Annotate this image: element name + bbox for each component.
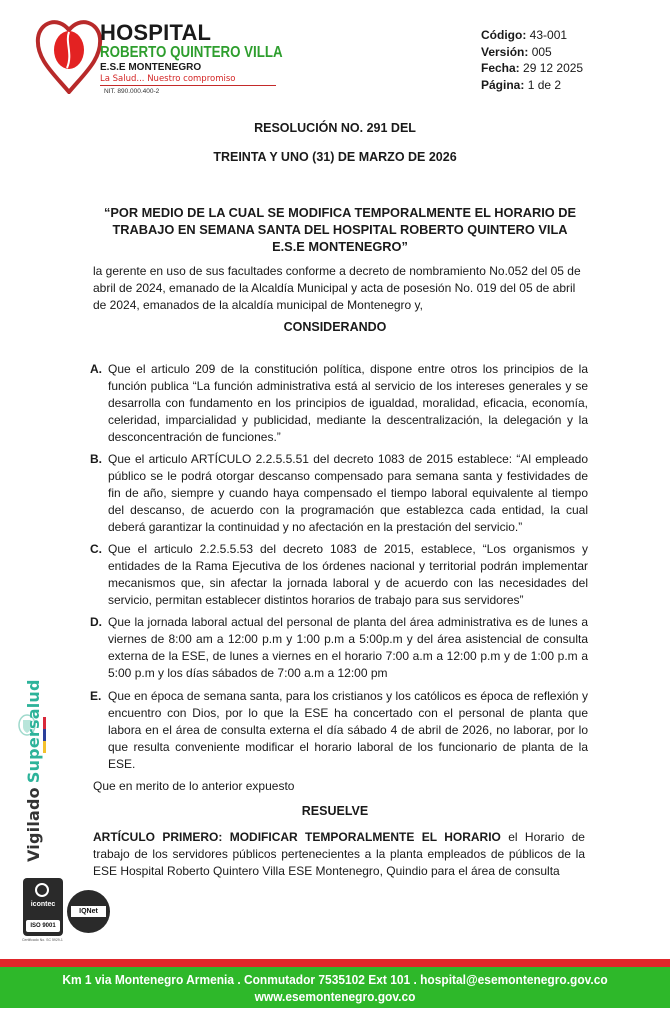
certificate-note: Certificado No. SC 5929-1 <box>22 938 63 942</box>
item-label: A. <box>90 362 102 376</box>
icontec-certification-badge <box>23 878 63 936</box>
hospital-logo <box>34 14 283 104</box>
doc-version-label: Versión: <box>481 44 529 59</box>
doc-page-value: 1 de 2 <box>527 77 562 92</box>
document-info <box>481 27 583 93</box>
logo-entity: E.S.E MONTENEGRO <box>100 62 202 73</box>
vigilado-supersalud-label <box>24 679 43 862</box>
considerando-item <box>90 614 588 682</box>
iqnet-label: IQNet <box>71 906 106 917</box>
intro-paragraph: la gerente en uso de sus facultades conforme a decreto de nombramiento No.052 del 05 de abril de 2024, emanado de la Alcaldía Municipal y acta de posesión No. 019 del 05 de abril de 2024, emanados de la alcaldía municipal de Montenegro y, <box>93 264 581 312</box>
considerando-heading: CONSIDERANDO <box>283 320 387 334</box>
considerando-item <box>90 541 588 609</box>
heart-logo-icon <box>34 14 104 94</box>
doc-code-label: Código: <box>481 28 527 42</box>
considerando-item <box>90 451 588 536</box>
article-first <box>93 829 585 880</box>
doc-version <box>481 44 583 61</box>
considerando-item <box>90 361 588 446</box>
item-text: Que el articulo 209 de la constitución política, dispone entre otros los principios de la función publica “La función administrativa está al servicio de los intereses generales y se desarrolla con fundamento en los principios de igualdad, moralidad, eficacia, economía, celeridad, imparcialidad y publicidad, mediante la descentralización, la delegación y la desconcentración de funciones.” <box>108 362 588 444</box>
doc-code-value: 43-001 <box>529 28 568 42</box>
item-text: Que en época de semana santa, para los cristianos y los católicos es época de reflexión y encuentro con Dios, por lo que la ESE ha concertado con el personal de planta que labora en el área de consulta externa el día sábado 4 de abril de 2026, no laborar, por lo que resulta conveniente modificar el horario laboral de los funcionario de planta de la ESE. <box>108 689 588 771</box>
doc-code <box>481 27 583 44</box>
logo-slogan: La Salud... Nuestro compromiso <box>100 74 276 86</box>
item-text: Que el articulo ARTÍCULO 2.2.5.5.51 del decreto 1083 de 2015 establece: “Al empleado público se le podrá otorgar descanso compensado para semana santa y festividades de fin de año, siempre y cuando haya compensado el tiempo laboral equivalente al tiempo del descanso, de acuerdo con la programación que establezca cada entidad, la cual deberá garantizar la continuidad y no afectación en la prestación del servicio.” <box>108 452 588 534</box>
resolution-date: TREINTA Y UNO (31) DE MARZO DE 2026 <box>213 150 457 164</box>
iqnet-certification-badge <box>67 890 110 933</box>
colombia-flag-icon <box>43 717 46 753</box>
vigilado-text: Vigilado <box>24 787 43 862</box>
resuelve-heading: RESUELVE <box>301 804 369 818</box>
doc-version-value: 005 <box>531 44 552 59</box>
article-first-text: el Horario de trabajo de los servidores públicos pertenecientes a la planta empleados de públicos de la ESE Hospital Roberto Quintero Villa ESE Montenegro, Quindio para el área de consulta <box>93 830 585 878</box>
footer-address: Km 1 via Montenegro Armenia . Conmutador 7535102 Ext 101 . hospital@esemontenegro.gov.co <box>62 972 608 987</box>
doc-date-label: Fecha: <box>481 61 520 75</box>
footer-red-stripe <box>0 959 670 967</box>
footer-contact-bar <box>0 967 670 1008</box>
merito-text: Que en merito de lo anterior expuesto <box>93 779 295 793</box>
item-text: Que la jornada laboral actual del personal de planta del área administrativa es de lunes a viernes de 8:00 am a 12:00 p.m y 1:00 p.m a 5:00p.m y del área asistencial de consulta externa de la ESE, de lunes a viernes en el horario 7:00 a.m a 12:00 p.m y de 1:00 p.m a 5:00 p.m y los días sábados de 7:00 a.m a 12:00 pm <box>108 615 588 680</box>
icontec-label: icontec <box>30 901 56 908</box>
resolution-title: RESOLUCIÓN NO. 291 DEL <box>254 121 416 135</box>
logo-hospital-name: ROBERTO QUINTERO VILLA <box>100 44 283 61</box>
icontec-logo-icon <box>35 883 49 897</box>
resolution-subject: “POR MEDIO DE LA CUAL SE MODIFICA TEMPORALMENTE EL HORARIO DE TRABAJO EN SEMANA SANTA DEL HOSPITAL ROBERTO QUINTERO VILA E.S.E MONTENEGRO” <box>103 205 577 254</box>
doc-date <box>481 60 583 77</box>
item-text: Que el articulo 2.2.5.5.53 del decreto 1083 de 2015, establece, “Los organismos y entidades de la Rama Ejecutiva de los órdenes nacional y territorial podrán implementar mecanismos que, sin afectar la jornada laboral y de acuerdo con las necesidades del servicio, permitan establecer distintos horarios de trabajo para sus servidores” <box>108 542 588 607</box>
footer-website-link[interactable]: www.esemontenegro.gov.co <box>254 989 416 1004</box>
supersalud-text: Supersalud <box>24 679 43 784</box>
doc-page <box>481 77 583 94</box>
doc-date-value: 29 12 2025 <box>523 61 584 75</box>
item-label: B. <box>90 452 102 466</box>
item-label: C. <box>90 542 102 556</box>
logo-nit: NIT. 890.000.400-2 <box>104 88 160 95</box>
logo-title: HOSPITAL <box>100 20 212 45</box>
item-label: D. <box>90 615 102 629</box>
item-label: E. <box>90 689 102 703</box>
article-first-heading: ARTÍCULO PRIMERO: MODIFICAR TEMPORALMENTE EL HORARIO <box>93 830 501 844</box>
doc-page-label: Página: <box>481 77 525 92</box>
iso-label: ISO 9001 <box>26 920 60 932</box>
considerando-item <box>90 688 588 773</box>
